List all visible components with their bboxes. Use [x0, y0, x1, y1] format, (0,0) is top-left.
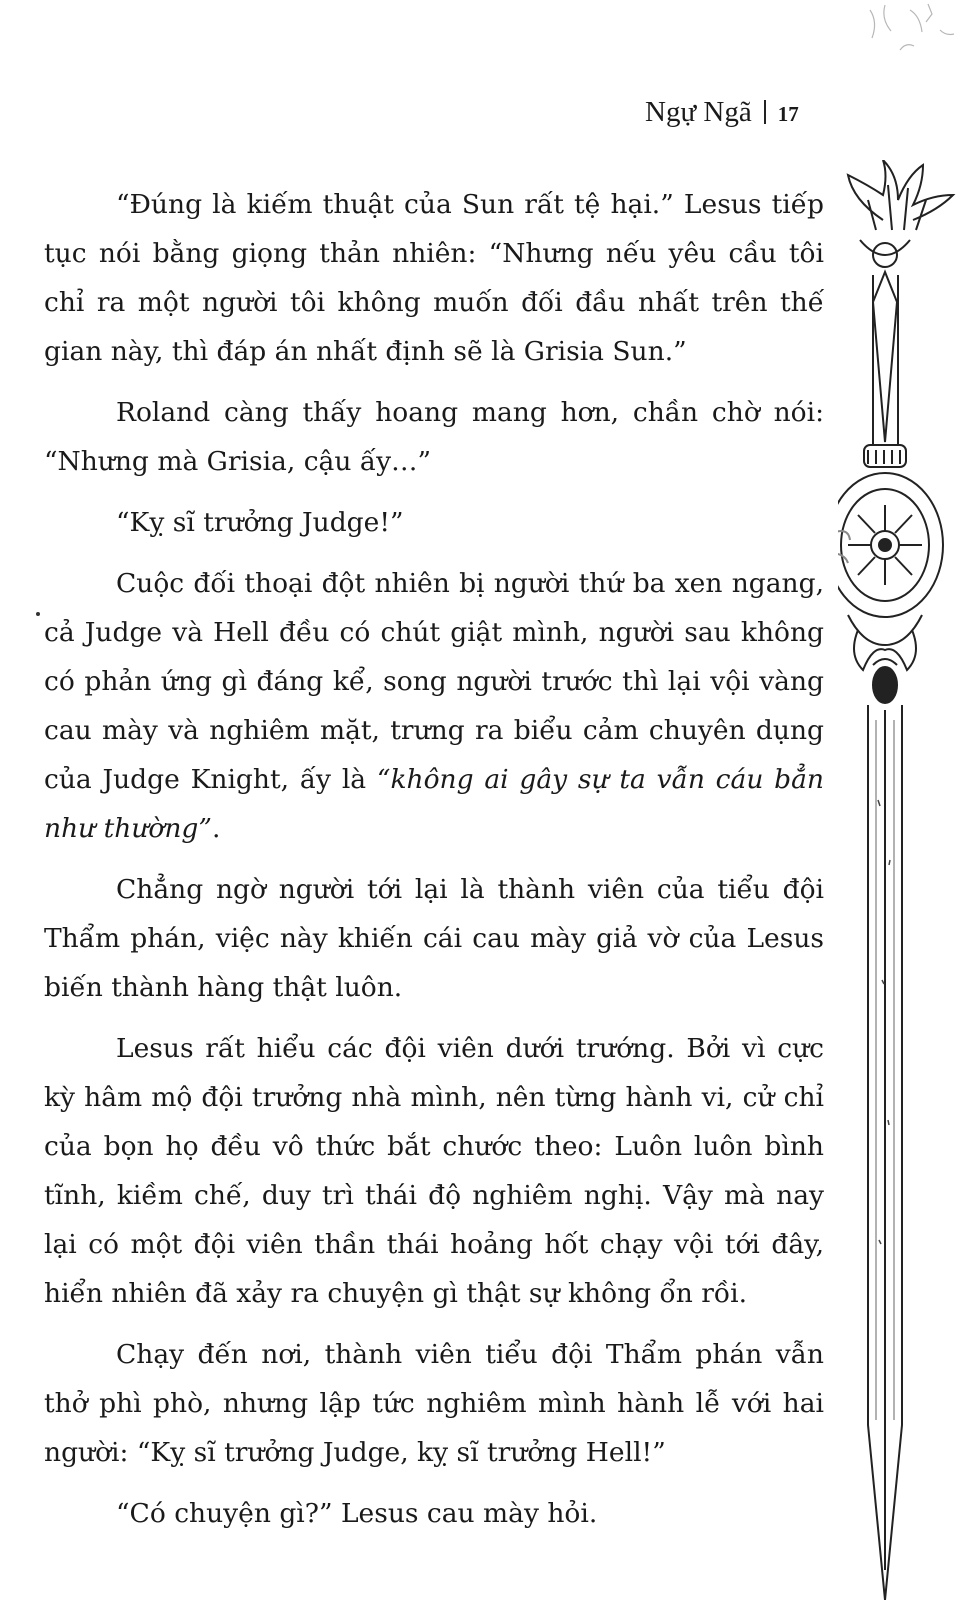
- paragraph: Lesus rất hiểu các đội viên dưới trướng. Bởi vì cực kỳ hâm mộ đội trưởng nhà mình, nên từng hành vi, cử chỉ của bọn họ đều vô thức bắt chước theo: Luôn luôn bình tĩnh, kiềm chế, duy trì thái độ nghiêm nghị. Vậy mà nay lại có một đội viên thần thái hoảng hốt chạy vội tới đây, hiển nhiên đã xảy ra chuyện gì thật sự không ổn rồi.: [44, 1033, 824, 1309]
- book-title: Ngự Ngã: [645, 96, 752, 128]
- paragraph-text: Cuộc đối thoại đột nhiên bị người thứ ba xen ngang, cả Judge và Hell đều có chút giật mình, người sau không có phản ứng gì đáng kể, song người trước thì lại vội vàng cau mày và nghiêm mặt, trưng ra biểu cảm chuyên dụng của Judge Knight, ấy là: [44, 568, 824, 795]
- paragraph: “Có chuyện gì?” Lesus cau mày hỏi.: [116, 1498, 598, 1529]
- paragraph: Chẳng ngờ người tới lại là thành viên của tiểu đội Thẩm phán, việc này khiến cái cau mày giả vờ của Lesus biến thành hàng thật luôn.: [44, 874, 824, 1003]
- paragraph: [44, 559, 824, 853]
- paragraph-text-end: .: [211, 813, 221, 844]
- paragraph: Chạy đến nơi, thành viên tiểu đội Thẩm phán vẫn thở phì phò, nhưng lập tức nghiêm mình hành lễ với hai người: “Kỵ sĩ trưởng Judge, kỵ sĩ trưởng Hell!”: [44, 1339, 824, 1468]
- paragraph: Roland càng thấy hoang mang hơn, chần chờ nói: “Nhưng mà Grisia, cậu ấy…”: [44, 397, 824, 477]
- stray-ink-dot: [36, 612, 40, 616]
- page-number: 17: [777, 102, 799, 126]
- emphasis-text: “không ai gây sự ta vẫn cáu bẳn như thường”: [44, 764, 825, 844]
- running-header: [645, 96, 799, 129]
- header-separator: [764, 100, 766, 124]
- body-text: [44, 180, 824, 1550]
- corner-flourish-icon: [760, 0, 960, 90]
- paragraph: “Kỵ sĩ trưởng Judge!”: [116, 507, 404, 538]
- sword-ornament-icon: [838, 160, 960, 1600]
- paragraph: “Đúng là kiếm thuật của Sun rất tệ hại.” Lesus tiếp tục nói bằng giọng thản nhiên: “Nhưng nếu yêu cầu tôi chỉ ra một người tôi không muốn đối đầu nhất trên thế gian này, thì đáp án nhất định sẽ là Grisia Sun.”: [44, 189, 824, 367]
